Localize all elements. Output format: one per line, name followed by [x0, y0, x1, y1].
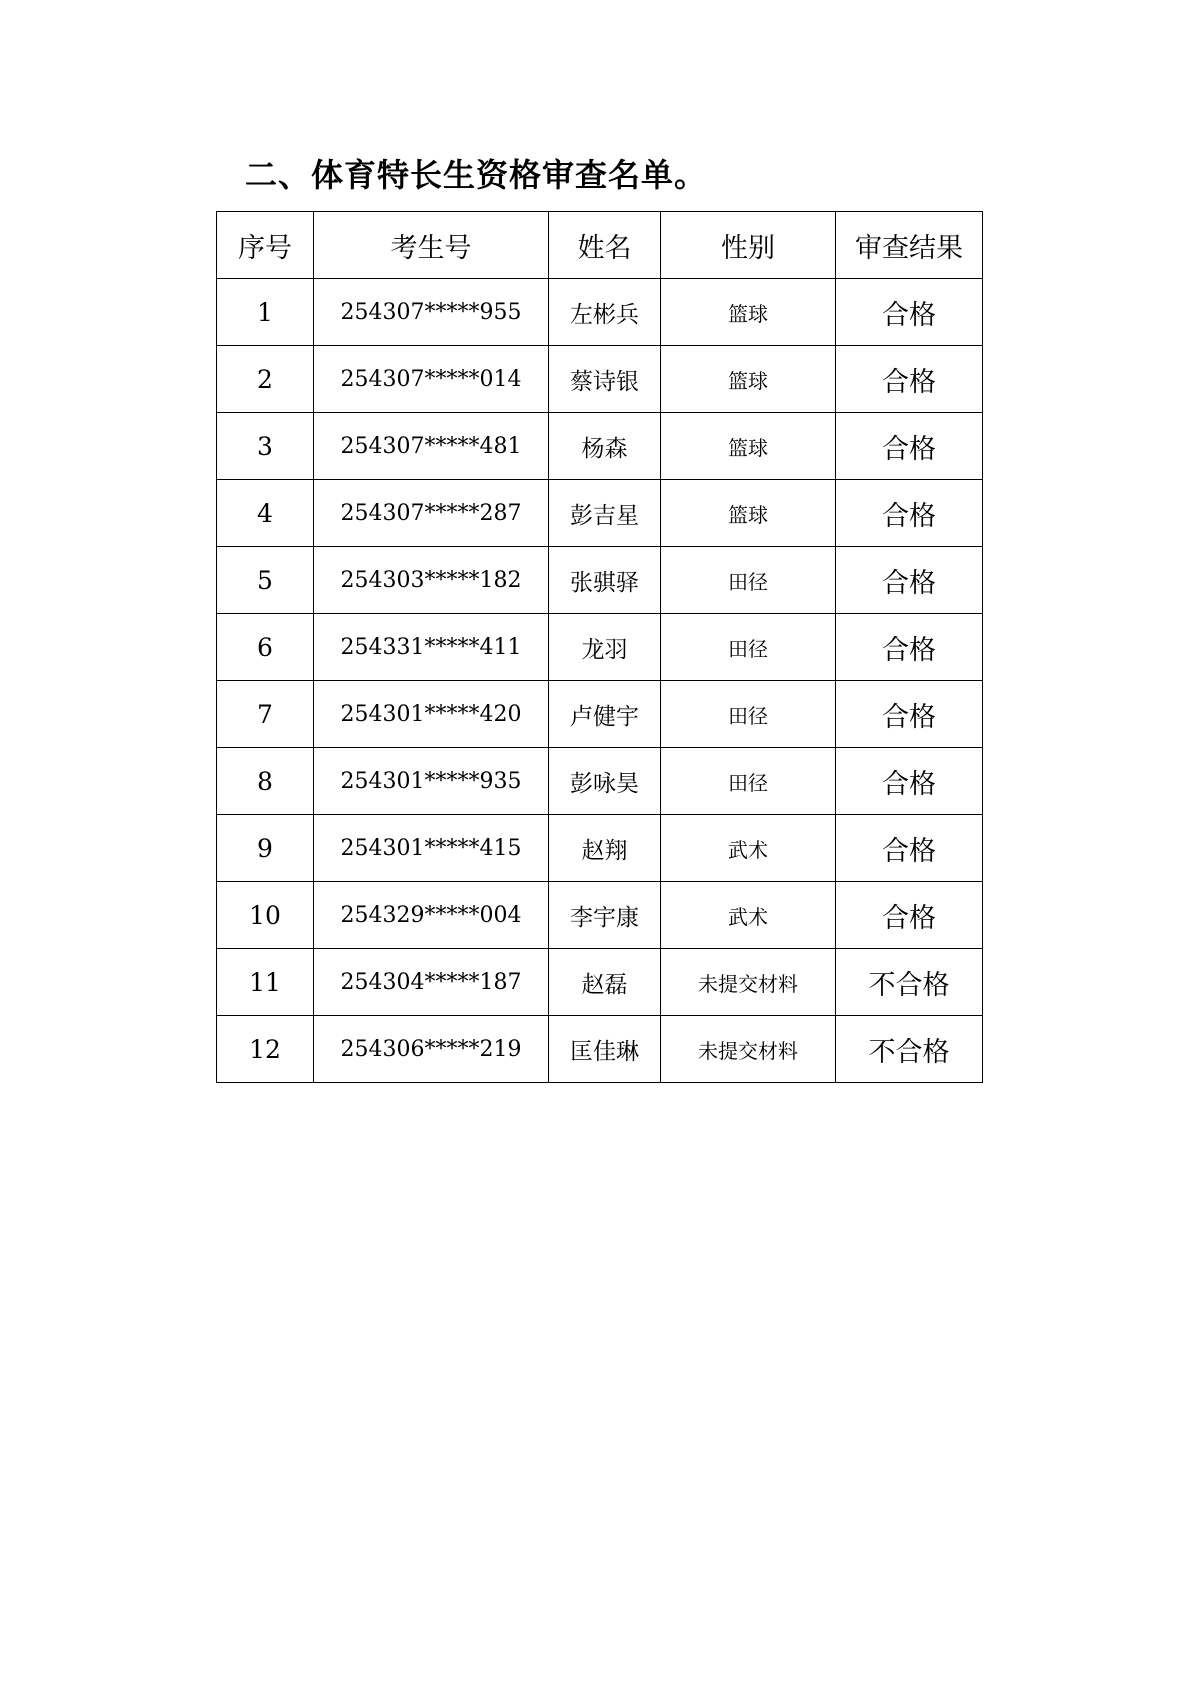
cell-name: 卢健宇 — [549, 681, 661, 748]
header-result: 审查结果 — [836, 212, 983, 279]
header-gender: 性别 — [661, 212, 836, 279]
cell-name: 蔡诗银 — [549, 346, 661, 413]
cell-gender: 篮球 — [661, 279, 836, 346]
cell-result: 合格 — [836, 815, 983, 882]
cell-name: 李宇康 — [549, 882, 661, 949]
cell-name: 左彬兵 — [549, 279, 661, 346]
cell-gender: 田径 — [661, 681, 836, 748]
table-row — [217, 547, 983, 614]
table-row — [217, 681, 983, 748]
cell-gender: 篮球 — [661, 346, 836, 413]
cell-name: 赵翔 — [549, 815, 661, 882]
table-row — [217, 748, 983, 815]
cell-name: 杨森 — [549, 413, 661, 480]
cell-exam-id: 254307*****014 — [314, 346, 549, 413]
cell-result: 合格 — [836, 748, 983, 815]
cell-result: 合格 — [836, 279, 983, 346]
table-row — [217, 614, 983, 681]
cell-result: 合格 — [836, 681, 983, 748]
cell-exam-id: 254301*****420 — [314, 681, 549, 748]
cell-gender: 未提交材料 — [661, 949, 836, 1016]
table-row — [217, 882, 983, 949]
cell-exam-id: 254304*****187 — [314, 949, 549, 1016]
header-name: 姓名 — [549, 212, 661, 279]
cell-index: 1 — [217, 279, 314, 346]
cell-exam-id: 254306*****219 — [314, 1016, 549, 1083]
cell-exam-id: 254331*****411 — [314, 614, 549, 681]
cell-gender: 武术 — [661, 882, 836, 949]
cell-exam-id: 254301*****415 — [314, 815, 549, 882]
table-row — [217, 1016, 983, 1083]
cell-index: 4 — [217, 480, 314, 547]
cell-result: 不合格 — [836, 949, 983, 1016]
cell-index: 2 — [217, 346, 314, 413]
cell-result: 合格 — [836, 413, 983, 480]
cell-index: 12 — [217, 1016, 314, 1083]
cell-result: 合格 — [836, 547, 983, 614]
header-index: 序号 — [217, 212, 314, 279]
cell-index: 8 — [217, 748, 314, 815]
cell-result: 不合格 — [836, 1016, 983, 1083]
cell-name: 龙羽 — [549, 614, 661, 681]
table-row — [217, 815, 983, 882]
table-row — [217, 480, 983, 547]
header-exam-id: 考生号 — [314, 212, 549, 279]
qualification-review-table — [216, 211, 983, 1083]
cell-name: 赵磊 — [549, 949, 661, 1016]
table-header-row — [217, 212, 983, 279]
cell-exam-id: 254307*****955 — [314, 279, 549, 346]
cell-gender: 武术 — [661, 815, 836, 882]
cell-name: 张骐驿 — [549, 547, 661, 614]
cell-exam-id: 254307*****481 — [314, 413, 549, 480]
cell-index: 7 — [217, 681, 314, 748]
cell-result: 合格 — [836, 614, 983, 681]
cell-exam-id: 254307*****287 — [314, 480, 549, 547]
cell-index: 6 — [217, 614, 314, 681]
page-title: 二、体育特长生资格审查名单。 — [245, 156, 708, 194]
cell-gender: 田径 — [661, 748, 836, 815]
cell-name: 匡佳琳 — [549, 1016, 661, 1083]
cell-name: 彭吉星 — [549, 480, 661, 547]
cell-result: 合格 — [836, 882, 983, 949]
cell-exam-id: 254301*****935 — [314, 748, 549, 815]
cell-gender: 篮球 — [661, 413, 836, 480]
table-row — [217, 413, 983, 480]
cell-index: 3 — [217, 413, 314, 480]
cell-gender: 田径 — [661, 614, 836, 681]
cell-name: 彭咏昊 — [549, 748, 661, 815]
table-row — [217, 346, 983, 413]
cell-exam-id: 254303*****182 — [314, 547, 549, 614]
table-row — [217, 279, 983, 346]
cell-exam-id: 254329*****004 — [314, 882, 549, 949]
cell-index: 9 — [217, 815, 314, 882]
cell-gender: 未提交材料 — [661, 1016, 836, 1083]
cell-index: 11 — [217, 949, 314, 1016]
cell-index: 5 — [217, 547, 314, 614]
cell-result: 合格 — [836, 346, 983, 413]
cell-result: 合格 — [836, 480, 983, 547]
table-row — [217, 949, 983, 1016]
cell-gender: 篮球 — [661, 480, 836, 547]
cell-index: 10 — [217, 882, 314, 949]
cell-gender: 田径 — [661, 547, 836, 614]
